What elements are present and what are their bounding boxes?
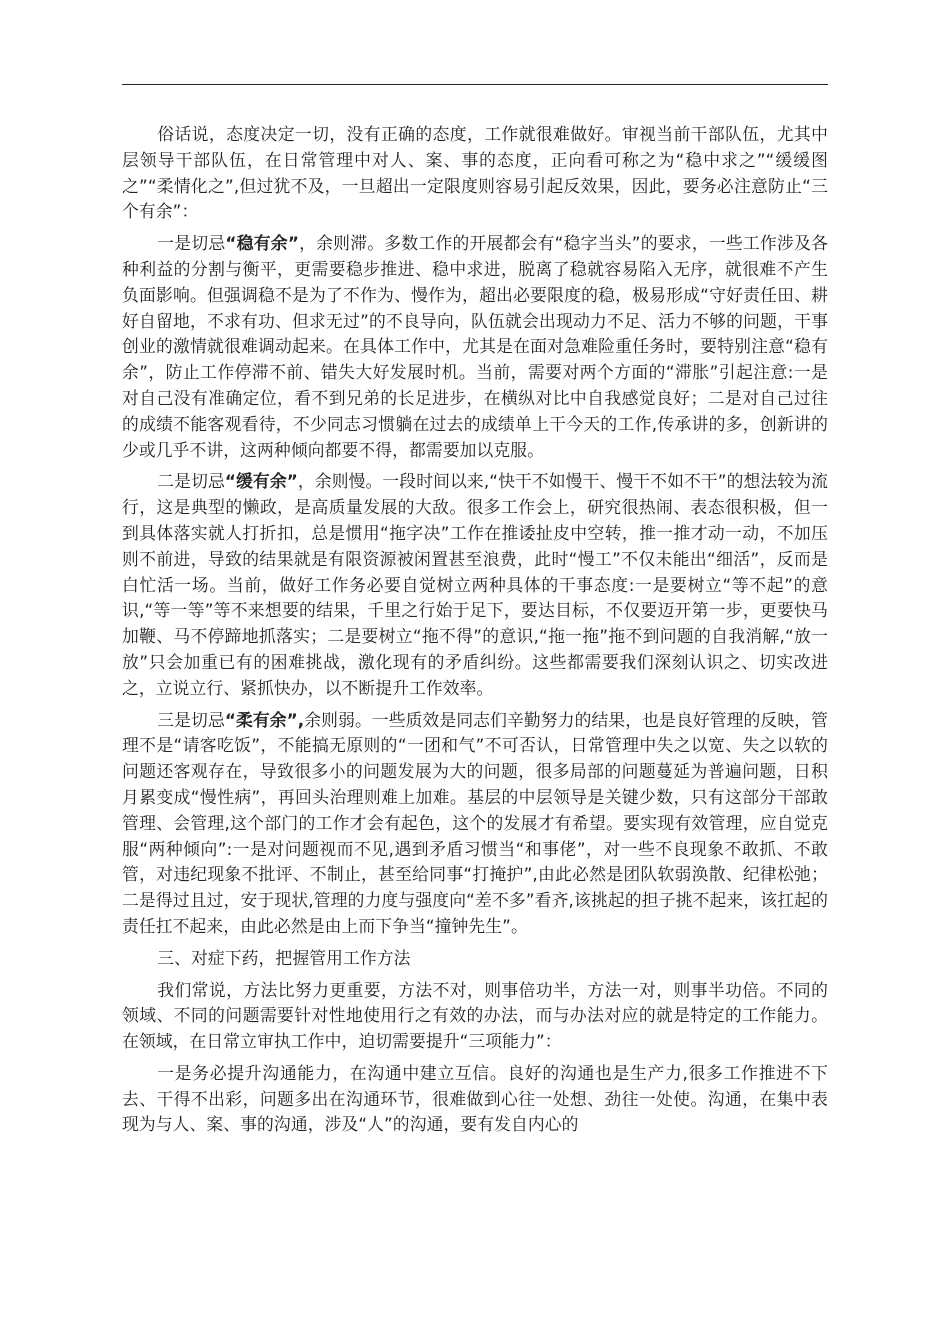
paragraph-methods: 我们常说，方法比努力更重要，方法不对，则事倍功半，方法一对，则事半功倍。不同的领域、不同的问题需要针对性地使用行之有效的办法，而与办法对应的就是特定的工作能力。在领域，在日常立审执工作中，迫切需要提升“三项能力”： <box>122 979 828 1052</box>
bold-lead-phrase: “缓有余” <box>224 471 298 492</box>
paragraph-communication: 一是务必提升沟通能力，在沟通中建立互信。良好的沟通也是生产力,很多工作推进不下去、干得不出彩，问题多出在沟通环节，很难做到心往一处想、劲往一处使。沟通，在集中表现为与人、案、事的沟通，涉及“人”的沟通，要有发自内心的 <box>122 1062 828 1135</box>
section-heading: 三、对症下药，把握管用工作方法 <box>157 947 411 968</box>
document-body <box>122 122 828 1144</box>
header-rule <box>122 84 828 85</box>
paragraph-intro: 俗话说，态度决定一切，没有正确的态度，工作就很难做好。审视当前干部队伍，尤其中层领导干部队伍，在日常管理中对人、案、事的态度，正向看可称之为“稳中求之”“缓缓图之”“柔情化之”,但过犹不及，一旦超出一定限度则容易引起反效果，因此，要务必注意防止“三个有余”： <box>122 124 828 222</box>
bold-lead-phrase: “稳有余” <box>225 233 299 254</box>
paragraph-slowness: 二是切忌“缓有余”，余则慢。一段时间以来,“快干不如慢干、慢干不如不干”的想法较为流行，这是典型的懒政，是高质量发展的大敌。很多工作会上，研究很热闹、表态很积极，但一到具体落实就人打折扣，总是惯用“拖字决”工作在推诿扯皮中空转，推一推才动一动，不加压则不前进，导致的结果就是有限资源被闲置甚至浪费，此时“慢工”不仅未能出“细活”，反而是白忙活一场。当前，做好工作务必要自觉树立两种具体的干事态度:一是要树立“等不起”的意识,“等一等”等不来想要的结果，千里之行始于足下，要达目标，不仅要迈开第一步，更要快马加鞭、马不停蹄地抓落实；二是要树立“拖不得”的意识,“拖一拖”拖不到问题的自我消解,“放一放”只会加重已有的困难挑战，激化现有的矛盾纠纷。这些都需要我们深刻认识之、切实改进之，立说立行、紧抓快办，以不断提升工作效率。 <box>122 471 828 698</box>
bold-lead-phrase: “柔有余”, <box>224 709 305 730</box>
paragraph-softness: 三是切忌“柔有余”,余则弱。一些质效是同志们辛勤努力的结果，也是良好管理的反映，管理不是“请客吃饭”，不能搞无原则的“一团和气”不可否认，日常管理中失之以宽、失之以软的问题还客观存在，导致很多小的问题发展为大的问题，很多局部的问题蔓延为普遍问题，日积月累变成“慢性病”，再回头治理则难上加难。基层的中层领导是关键少数，只有这部分干部敢管理、会管理,这个部门的工作才会有起色，这个的发展才有希望。要实现有效管理，应自觉克服“两种倾向”:一是对问题视而不见,遇到矛盾习惯当“和事佬”，对一些不良现象不敢抓、不敢管，对违纪现象不批评、不制止，甚至给同事“打掩护”,由此必然是团队软弱涣散、纪律松弛；二是得过且过，安于现状,管理的力度与强度向“差不多”看齐,该挑起的担子挑不起来，该扛起的责任扛不起来，由此必然是由上而下争当“撞钟先生”。 <box>122 709 828 936</box>
paragraph-stability: 一是切忌“稳有余”，余则滞。多数工作的开展都会有“稳字当头”的要求，一些工作涉及各种利益的分割与衡平，更需要稳步推进、稳中求进，脱离了稳就容易陷入无序，就很难不产生负面影响。但强调稳不是为了不作为、慢作为，超出必要限度的稳，极易形成“守好责任田、耕好自留地，不求有功、但求无过”的不良导向，队伍就会出现动力不足、活力不够的问题，干事创业的激情就很难调动起来。在具体工作中，尤其是在面对急难险重任务时，要特别注意“稳有余”，防止工作停滞不前、错失大好发展时机。当前，需要对两个方面的“滞胀”引起注意:一是对自己没有准确定位，看不到兄弟的长足进步，在横纵对比中自我感觉良好；二是对自己过往的成绩不能客观看待，不少同志习惯躺在过去的成绩单上干今天的工作,传承讲的多，创新讲的少或几乎不讲，这两种倾向都要不得，都需要加以克服。 <box>122 233 828 460</box>
